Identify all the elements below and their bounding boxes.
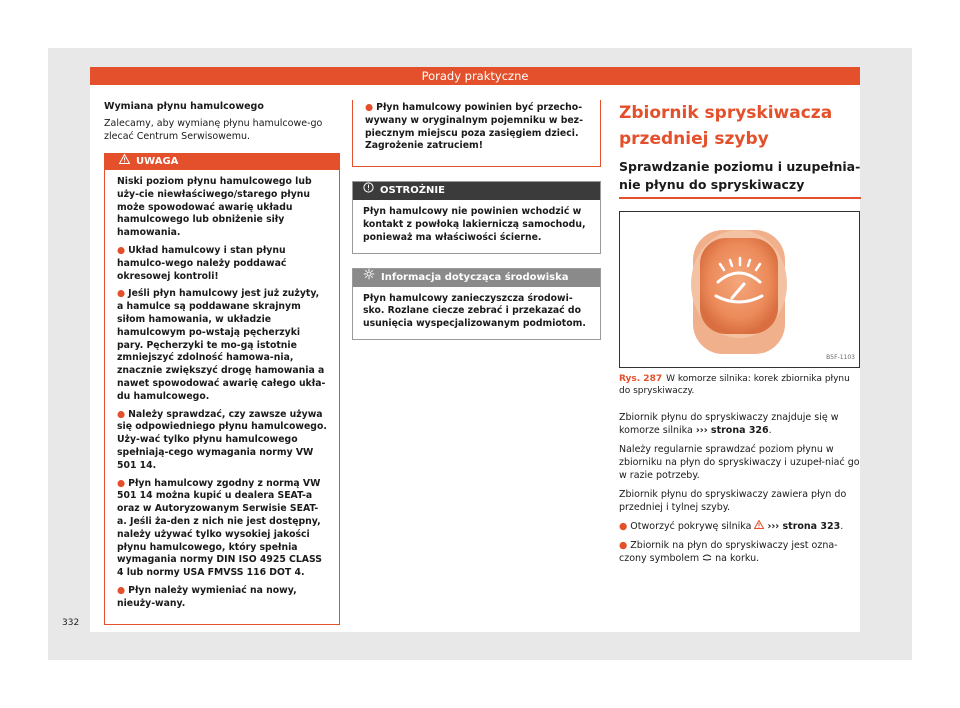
bullet-dot: ●: [117, 477, 126, 489]
washer-reservoir-figure: [619, 211, 860, 368]
caution-header: [353, 182, 600, 200]
bullet-dot: ●: [365, 102, 374, 113]
paragraph: Zbiornik płynu do spryskiwaczy zawiera płyn do przedniej i tylnej szyby.: [619, 489, 847, 513]
warning-box-continued: [352, 100, 601, 167]
page-reference-link[interactable]: ››› strona 323: [767, 521, 841, 532]
environment-title: Informacja dotycząca środowiska: [381, 271, 569, 283]
warning-title: UWAGA: [136, 156, 179, 167]
caption-text: W komorze silnika: korek zbiornika płynu do spryskiwaczy.: [619, 374, 850, 396]
caption-label: Rys. 287: [619, 374, 663, 384]
environment-body: Płyn hamulcowy zanieczyszcza środowi-sko. Rozlane ciecze zebrać i przekazać do usunięcia wyspecjalizowanym podmiotom.: [363, 292, 586, 330]
chapter-header: Porady praktyczne: [90, 67, 860, 85]
page-number: 332: [62, 618, 80, 628]
bullet-dot: ●: [117, 584, 126, 596]
section-title: Zbiornik spryskiwacza przedniej szyby: [619, 103, 833, 149]
warning-bullet: ● Jeśli płyn hamulcowy jest już zużyty, a hamulce są poddawane skrajnym siłom hamowania, w układzie hamulcowym po-wstają pęcherzyki pary. Pęcherzyki te mo-gą istotnie zmniejszyć zdolność hamowa-nia, znacznie zwiększyć drogę hamowania a nawet spowodować awarię całego ukła-du hamulcowego.: [117, 288, 326, 402]
warning-body: [105, 170, 339, 624]
warning-bullet: ● Należy sprawdzać, czy zawsze używa się odpowiedniego płynu hamulcowego. Uży-wać tylko płynu hamulcowego spełniają-cego wymagania normy VW 501 14.: [117, 408, 327, 471]
figure-caption: [619, 373, 861, 397]
caution-info-icon: [363, 182, 374, 200]
bullet-dot: ●: [619, 521, 628, 532]
middle-column: [352, 100, 601, 340]
environment-icon: [363, 268, 375, 287]
figure-code: B5F-1103: [826, 354, 855, 361]
warning-bullet: ● Płyn hamulcowy powinien być przecho-wywany w oryginalnym pojemniku w bez-piecznym miejscu poza zasięgiem dzieci. Zagrożenie zatruciem!: [365, 102, 583, 152]
caution-box: [352, 181, 601, 253]
bullet-dot: ●: [117, 288, 126, 300]
warning-box: [104, 153, 340, 625]
bullet-dot: ●: [619, 540, 628, 551]
caution-body: Płyn hamulcowy nie powinien wchodzić w kontakt z powłoką lakierniczą samochodu, ponieważ ma właściwości ścierne.: [363, 206, 586, 243]
warning-triangle-icon: [754, 521, 764, 532]
warning-triangle-icon: [119, 154, 130, 170]
right-column: [619, 100, 861, 571]
windshield-washer-icon: [702, 553, 712, 564]
list-item: ● Otworzyć pokrywę silnika ››› strona 323.: [619, 521, 844, 532]
intro-paragraph: Zalecamy, aby wymianę płynu hamulcowe-go zlecać Centrum Serwisowemu.: [104, 118, 323, 142]
environment-header: [353, 269, 600, 287]
bullet-dot: ●: [117, 408, 126, 420]
list-item: ● Zbiornik na płyn do spryskiwaczy jest ozna-czony symbolem na korku.: [619, 540, 838, 564]
section-heading: Wymiana płynu hamulcowego: [104, 101, 264, 112]
warning-bullet: ● Płyn hamulcowy zgodny z normą VW 501 14 można kupić u dealera SEAT-a oraz w Autoryzowanym Serwisie SEAT-a. Jeśli ża-den z nich nie jest dostępny, należy używać tylko wysokiej jakości płynu hamulcowego, który spełnia wymagania normy DIN ISO 4925 CLASS 4 lub normy USA FMVSS 116 DOT 4.: [117, 477, 322, 579]
left-column: [104, 100, 340, 625]
warning-bullet: ● Płyn należy wymieniać na nowy, nieuży-wany.: [117, 584, 297, 609]
subsection-title: Sprawdzanie poziomu i uzupełnia- nie płynu do spryskiwaczy: [619, 158, 861, 199]
washer-cap-illustration: [620, 212, 859, 367]
body-text: [619, 411, 861, 565]
warning-bullet: ● Układ hamulcowy i stan płynu hamulco-wego należy poddawać okresowej kontroli!: [117, 244, 287, 282]
environment-box: [352, 268, 601, 340]
warning-continued-body: [353, 100, 600, 166]
paragraph: Zbiornik płynu do spryskiwaczy znajduje się w komorze silnika ››› strona 326.: [619, 412, 839, 436]
page-reference-link[interactable]: ››› strona 326: [695, 425, 769, 436]
caution-title: OSTROŻNIE: [380, 185, 445, 197]
warning-header: [105, 154, 339, 170]
warning-text: Niski poziom płynu hamulcowego lub uży-cie niewłaściwego/starego płynu może spowodować awarię układu hamulcowego lub obniżenie siły hamowania.: [117, 176, 312, 239]
bullet-dot: ●: [117, 244, 126, 256]
paragraph: Należy regularnie sprawdzać poziom płynu w zbiorniku na płyn do spryskiwaczy i uzupeł-niać go w razie potrzeby.: [619, 444, 860, 481]
